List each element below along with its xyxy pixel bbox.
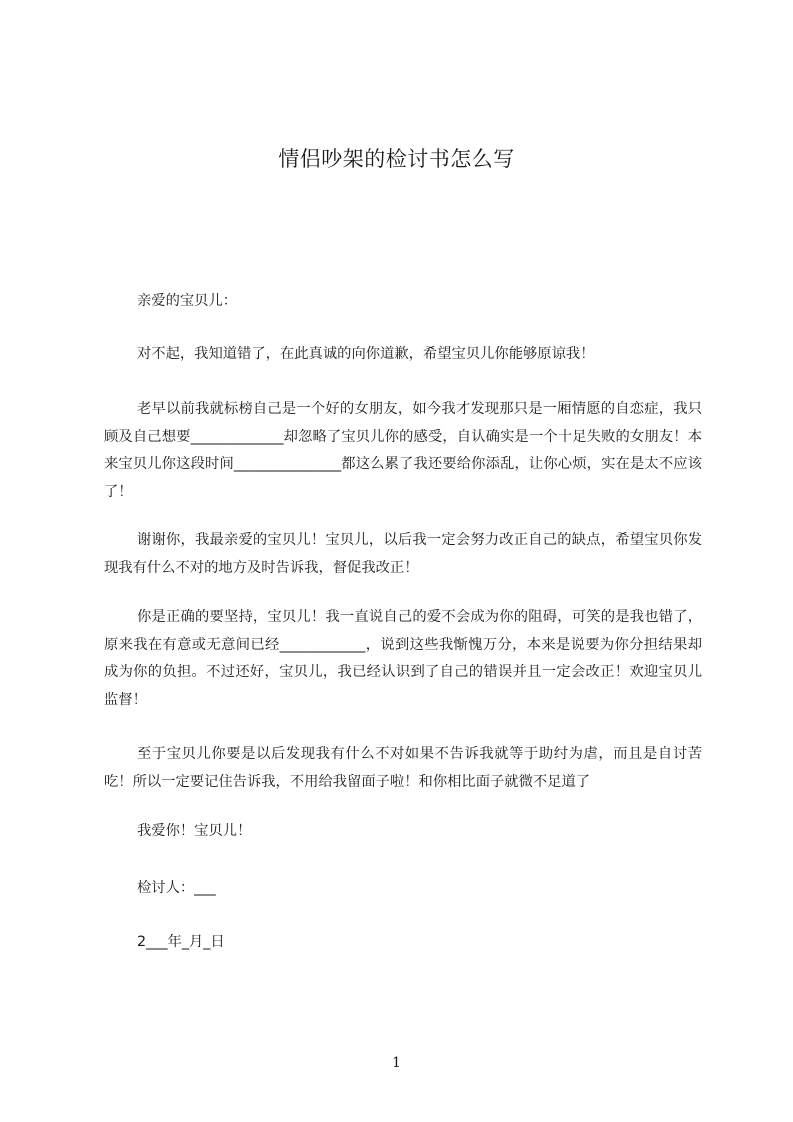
paragraph-love: 我爱你！宝贝儿！ [137, 823, 252, 839]
paragraph-apology: 对不起，我知道错了，在此真诚的向你道歉，希望宝贝儿你能够原谅我！ [137, 346, 595, 362]
date-line: 2___年_月_日 [137, 934, 225, 950]
paragraph-self-reflection: 老早以前我就标榜自己是一个好的女朋友，如今我才发现那只是一厢情愿的自恋症，我只顾及自己想要_____________却忽略了宝贝儿你的感受，自认确实是一个十足失败的女朋友！本来宝贝儿你这段时间_______________都这么累了我还要给你添乱，让你心烦，实在是太不应该了！ [104, 401, 702, 500]
page-number: 1 [392, 1055, 401, 1071]
paragraph-persist: 你是正确的要坚持，宝贝儿！我一直说自己的爱不会成为你的阻碍，可笑的是我也错了，原来我在有意或无意间已经____________，说到这些我惭愧万分，本来是说要为你分担结果却成为你的负担。不过还好，宝贝儿，我已经认识到了自己的错误并且一定会改正！欢迎宝贝儿监督！ [104, 609, 702, 708]
paragraph-thanks: 谢谢你，我最亲爱的宝贝儿！宝贝儿，以后我一定会努力改正自己的缺点，希望宝贝你发现我有什么不对的地方及时告诉我，督促我改正！ [104, 532, 702, 576]
signature-line: 检讨人：___ [137, 880, 216, 896]
paragraph-request: 至于宝贝儿你要是以后发现我有什么不对如果不告诉我就等于助纣为虐，而且是自讨苦吃！所以一定要记住告诉我，不用给我留面子啦！和你相比面子就微不足道了 [104, 746, 702, 790]
document-title: 情侣吵架的检讨书怎么写 [278, 147, 515, 171]
greeting: 亲爱的宝贝儿： [137, 293, 238, 309]
